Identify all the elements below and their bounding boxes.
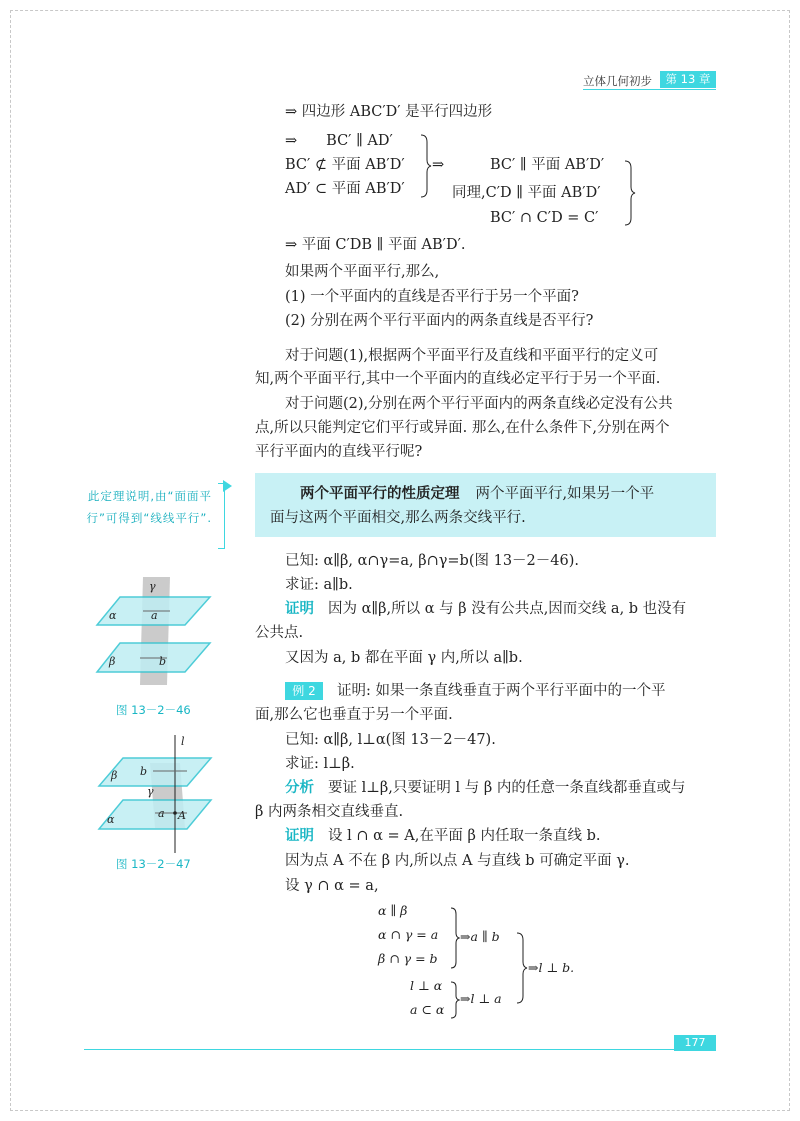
proof-1-line3: 又因为 a, b 都在平面 γ 内,所以 a∥b. (285, 650, 523, 666)
proof-label: 证明 (285, 601, 314, 617)
proof-1-text: 因为 α∥β,所以 α 与 β 没有公共点,因而交线 a, b 也没有 (328, 601, 687, 617)
analysis-line1 (285, 778, 685, 798)
deriv-g2-2: a ⊂ α (410, 1002, 445, 1017)
header-rule (583, 89, 716, 90)
proof-2-line1 (285, 826, 600, 846)
proof-2-line2: 因为点 A 不在 β 内,所以点 A 与直线 b 可确定平面 γ. (285, 853, 630, 869)
para2-line2: 点,所以只能判定它们平行或异面. 那么,在什么条件下,分别在两个 (255, 420, 670, 436)
question-2: (2) 分别在两个平行平面内的两条直线是否平行? (285, 313, 594, 329)
question-intro: 如果两个平面平行,那么, (285, 264, 440, 280)
left-brace (420, 134, 432, 198)
label-beta: β (111, 769, 118, 782)
right-brace (624, 160, 636, 226)
label-b: b (159, 655, 167, 668)
theorem-statement-1: 两个平面平行,如果另一个平 (475, 486, 655, 502)
deriv-g2-1: l ⊥ α (410, 978, 443, 993)
proof-right-1: BC′ ∥ 平面 AB′D′ (490, 157, 605, 173)
proof-left-2: BC′ ⊄ 平面 AB′D′ (285, 157, 405, 173)
analysis-label: 分析 (285, 780, 314, 796)
label-alpha: α (107, 813, 115, 826)
para2-line3: 平行平面内的直线平行呢? (255, 444, 423, 460)
example-statement-1: 证明: 如果一条直线垂直于两个平行平面中的一个平 (337, 683, 666, 699)
prove-2: 求证: l⊥β. (285, 756, 355, 772)
theorem-statement-2: 面与这两个平面相交,那么两条交线平行. (270, 510, 526, 526)
deriv-g1-3: β ∩ γ = b (378, 951, 438, 966)
label-alpha: α (109, 609, 117, 622)
footer-rule (84, 1049, 674, 1050)
proof-1-line2: 公共点. (255, 625, 304, 641)
side-note-pointer-icon (223, 480, 232, 492)
proof-2-line3: 设 γ ∩ α = a, (285, 878, 379, 894)
figure-47-caption: 图 13－2－47 (116, 857, 191, 871)
proof-right-2: 同理,C′D ∥ 平面 AB′D′ (452, 185, 601, 201)
label-l: l (181, 735, 185, 748)
prove-1: 求证: a∥b. (285, 577, 353, 593)
side-note-bracket (218, 483, 225, 549)
analysis-text: 要证 l⊥β,只要证明 l 与 β 内的任意一条直线都垂直或与 (328, 780, 686, 796)
figure-13-2-47 (95, 733, 220, 855)
deriv-final: ⇒l ⊥ b. (528, 960, 575, 975)
figure-46-caption: 图 13－2－46 (116, 703, 191, 717)
label-a: a (151, 609, 158, 622)
proof-right-3: BC′ ∩ C′D = C′ (490, 210, 599, 226)
deriv-brace-1 (450, 907, 460, 969)
deriv-result-1: ⇒a ∥ b (460, 929, 500, 944)
label-A: A (178, 809, 186, 822)
given-1: 已知: α∥β, α∩γ=a, β∩γ=b(图 13－2－46). (285, 553, 579, 569)
deriv-result-2: ⇒l ⊥ a (460, 991, 502, 1006)
proof-left-1: ⇒ BC′ ∥ AD′ (285, 133, 393, 149)
side-note: 此定理说明,由“面面平行”可得到“线线平行”. (86, 489, 212, 525)
proof-2-text: 设 l ∩ α = A,在平面 β 内任取一条直线 b. (328, 828, 601, 844)
para2-line1: 对于问题(2),分别在两个平行平面内的两条直线必定没有公共 (285, 396, 673, 412)
plane-alpha-shape (99, 800, 211, 829)
para1-line2: 知,两个平面平行,其中一个平面内的直线必定平行于另一个平面. (255, 371, 661, 387)
given-2: 已知: α∥β, l⊥α(图 13－2－47). (285, 732, 496, 748)
section-title: 立体几何初步 (583, 74, 652, 88)
example-statement-2: 面,那么它也垂直于另一个平面. (255, 707, 453, 723)
question-1: (1) 一个平面内的直线是否平行于另一个平面? (285, 289, 579, 305)
label-b: b (140, 765, 148, 778)
para1-line1: 对于问题(1),根据两个平面平行及直线和平面平行的定义可 (285, 348, 659, 364)
example-badge: 例 2 (285, 682, 323, 700)
proof-left-3: AD′ ⊂ 平面 AB′D′ (285, 181, 405, 197)
deriv-g1-2: α ∩ γ = a (378, 927, 439, 942)
label-gamma: γ (149, 580, 156, 593)
proof-line-parallelogram: ⇒ 四边形 ABC′D′ 是平行四边形 (285, 104, 493, 120)
proof-1-line1 (285, 599, 686, 619)
label-beta: β (109, 655, 116, 668)
theorem-title: 两个平面平行的性质定理 (300, 486, 460, 502)
deriv-brace-2 (450, 981, 460, 1019)
label-a: a (158, 807, 165, 820)
page-number: 177 (674, 1035, 716, 1051)
label-gamma: γ (147, 785, 154, 798)
analysis-line2: β 内两条相交直线垂直. (255, 804, 404, 820)
proof-conclusion: ⇒ 平面 C′DB ∥ 平面 AB′D′. (285, 237, 466, 253)
chapter-badge: 第 13 章 (660, 71, 716, 88)
deriv-brace-3 (516, 932, 528, 1004)
figure-13-2-46 (95, 575, 220, 695)
proof-arrow: ⇒ (432, 157, 445, 173)
proof-label-2: 证明 (285, 828, 314, 844)
point-A-shape (173, 811, 177, 815)
deriv-g1-1: α ∥ β (378, 903, 408, 918)
theorem-text (270, 482, 654, 530)
